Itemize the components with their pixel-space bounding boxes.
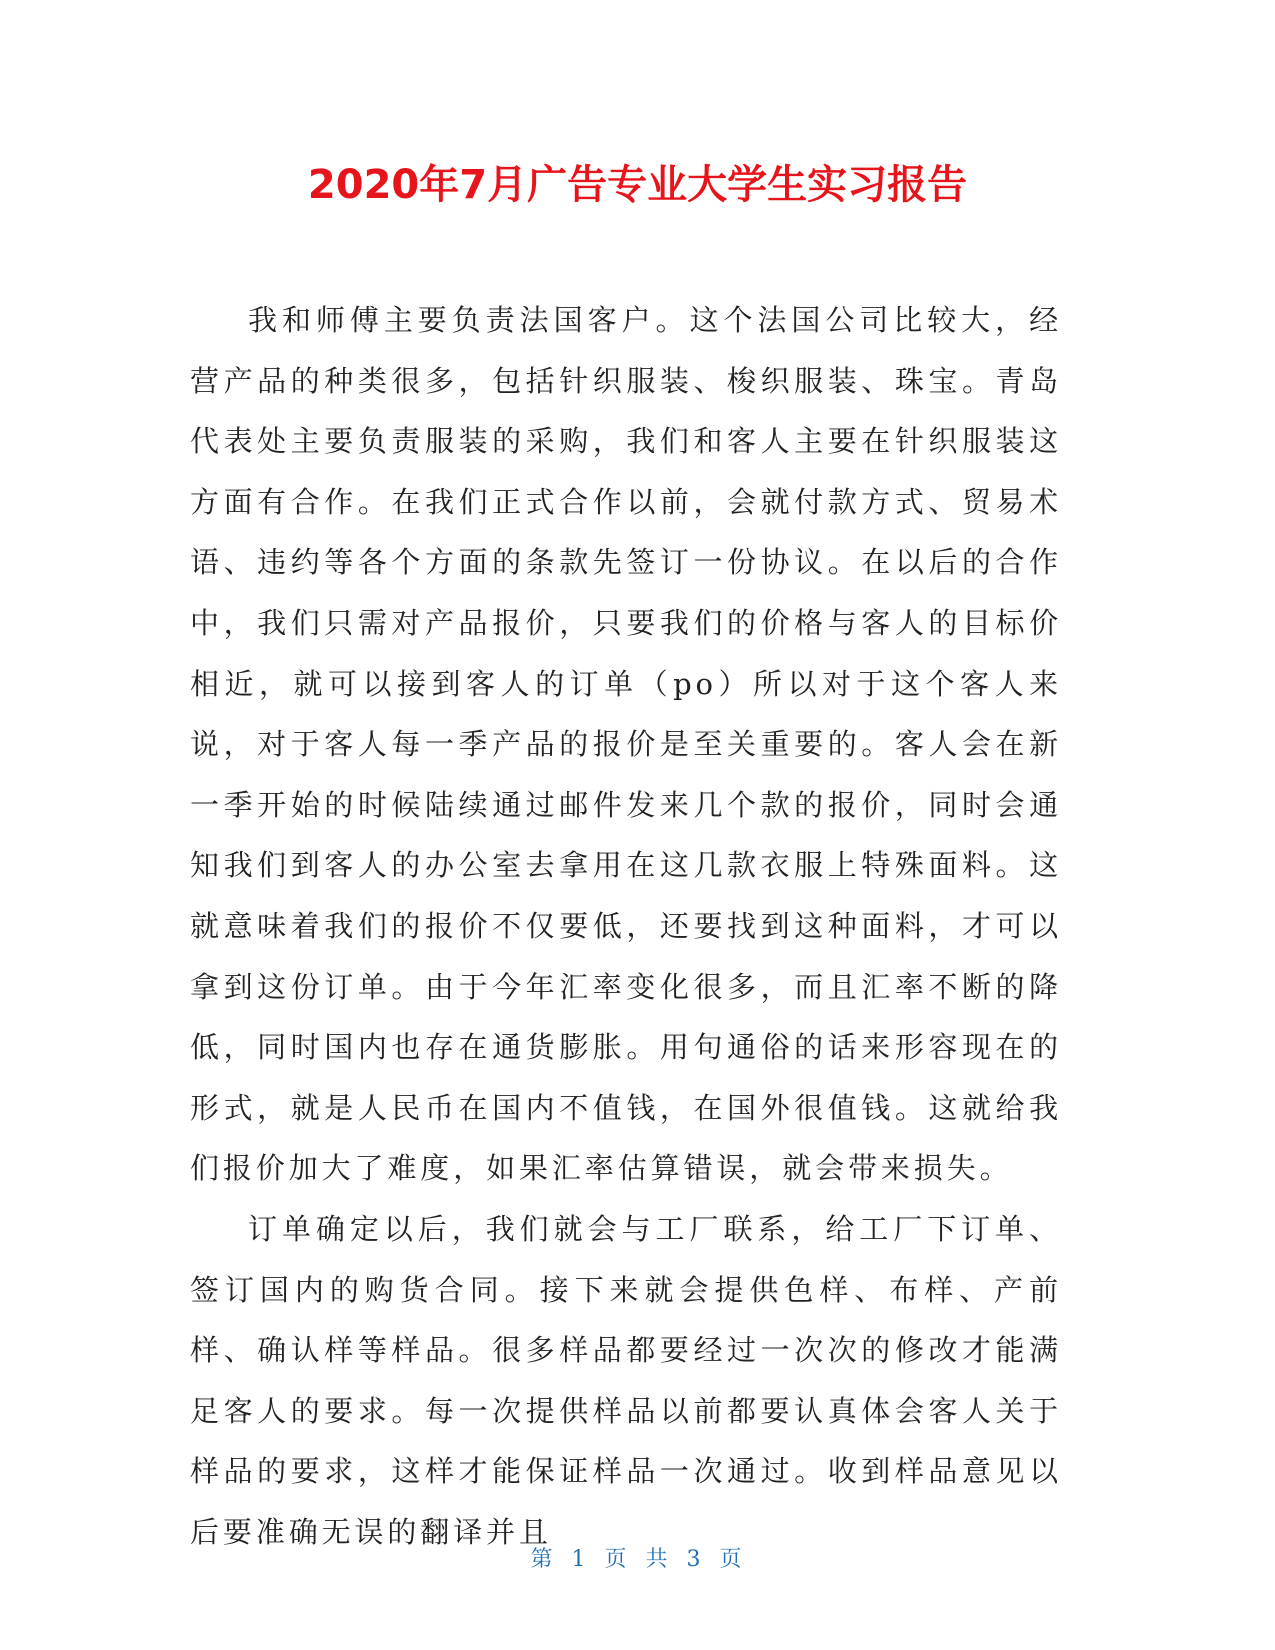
document-body	[190, 290, 1062, 1562]
body-paragraph-1: 我和师傅主要负责法国客户。这个法国公司比较大，经营产品的种类很多，包括针织服装、梭织服装、珠宝。青岛代表处主要负责服装的采购，我们和客人主要在针织服装这方面有合作。在我们正式合作以前，会就付款方式、贸易术语、违约等各个方面的条款先签订一份协议。在以后的合作中，我们只需对产品报价，只要我们的价格与客人的目标价相近，就可以接到客人的订单（po）所以对于这个客人来说，对于客人每一季产品的报价是至关重要的。客人会在新一季开始的时候陆续通过邮件发来几个款的报价，同时会通知我们到客人的办公室去拿用在这几款衣服上特殊面料。这就意味着我们的报价不仅要低，还要找到这种面料，才可以拿到这份订单。由于今年汇率变化很多，而且汇率不断的降低，同时国内也存在通货膨胀。用句通俗的话来形容现在的形式，就是人民币在国内不值钱，在国外很值钱。这就给我们报价加大了难度，如果汇率估算错误，就会带来损失。	[190, 303, 1062, 1186]
body-paragraph-2: 订单确定以后，我们就会与工厂联系，给工厂下订单、签订国内的购货合同。接下来就会提供色样、布样、产前样、确认样等样品。很多样品都要经过一次次的修改才能满足客人的要求。每一次提供样品以前都要认真体会客人关于样品的要求，这样才能保证样品一次通过。收到样品意见以后要准确无误的翻译并且	[190, 1211, 1062, 1549]
document-title: 2020年7月广告专业大学生实习报告	[307, 162, 968, 208]
page-number-footer: 第 1 页 共 3 页	[530, 1547, 745, 1572]
